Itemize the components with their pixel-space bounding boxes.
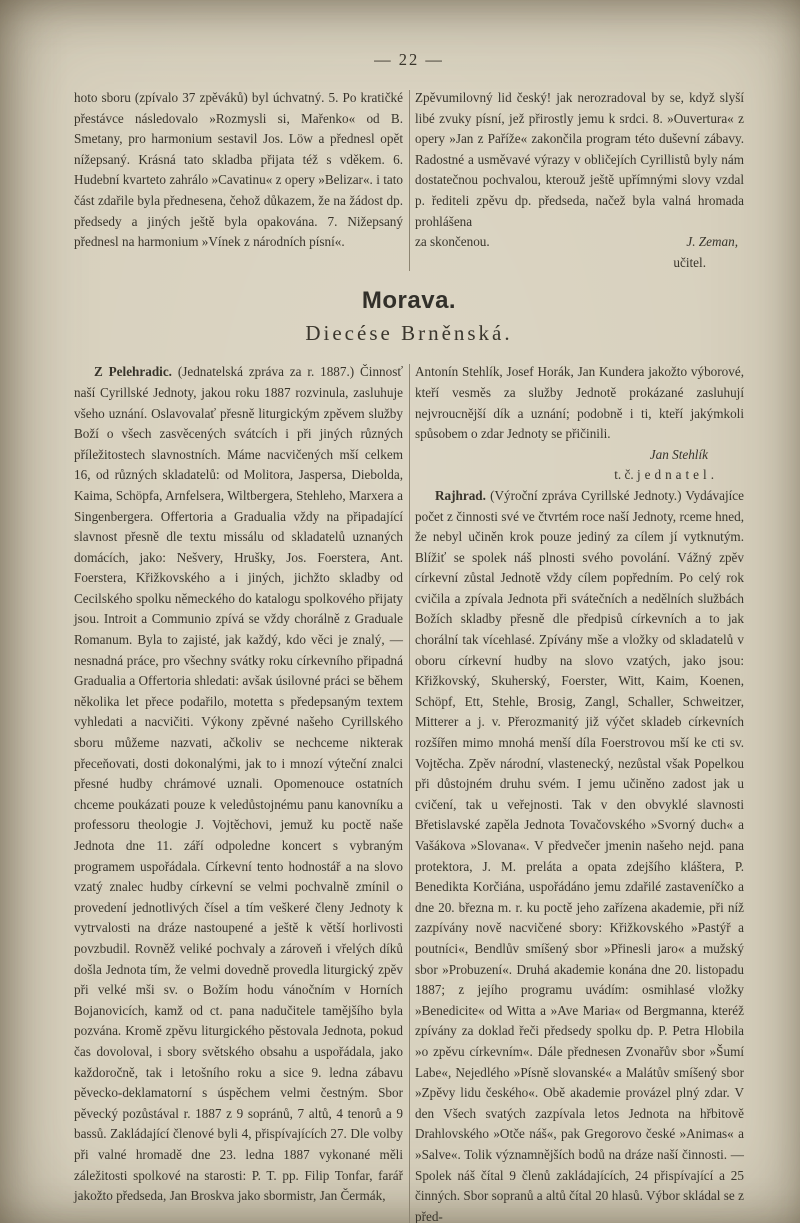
intro-section (74, 88, 744, 273)
signature-role: učitel. (673, 254, 706, 270)
report-pelehradic-title: Z Pelehradic. (94, 364, 172, 380)
report-rajhrad (415, 486, 744, 1223)
main-section (74, 362, 744, 1223)
intro-closing-line (415, 232, 744, 253)
intro-closing-text: za skončenou. (415, 234, 490, 250)
column-divider (409, 364, 410, 1223)
intro-left-column (74, 88, 403, 273)
intro-right-column (415, 88, 744, 273)
report-pelehradic-continuation: Antonín Stehlík, Josef Horák, Jan Kundera jakožto výborové, kteří vesměs za služby Jednotě prokázané zasluhují nejvroucnější dík a uznání; podobně i ti, kteří jakýmkoli spůsobem o zdar Jednoty se přičinili. (415, 364, 744, 442)
signature-role (415, 465, 744, 486)
section-subtitle: Diecése Brněnská. (305, 321, 513, 346)
report-pelehradic-text: (Jednatelská zpráva za r. 1887.) Činnosť naší Cyrillské Jednoty, jakou roku 1887 rozvinula, zasluhuje všeho uznání. Oslavovalať přesně liturgickým zpěvem služby Boží o všech zasvěcených svátcích i při jiných různých příležitostech slavnostních. Máme nacvičených mší celkem 16, od různých skladatelů: od Molitora, Jaspersa, Diebolda, Kaima, Schöpfa, Arnfelsera, Wiltbergera, Stehleho, Marxera a Singenbergera. Offertoria a Gradualia vždy na připadající slavnost přesně dle textu missálu od skladatelů uznaných domácích, jako: Nešvery, Hrušky, Jos. Foerstera, Ant. Foerstera, Křižkovského a i jiných, jichžto skladby od Cecilského spolku německého do katalogu spolkového přijaty jsou. Introit a Communio zpívá se vždy chorálně z Graduale Romanum. Byla to zajisté, jak každý, kdo věci je znalý, — nesnadná práce, pro všechny svátky roku církevního připadná Gradualia a Offertoria shledati: avšak úsilovné práci se během několika let přece podařilo, motetta s předepsaným textem vyhledati a nacvičiti. Výkony zpěvné našeho Cyrillského sboru můžeme nazvati, ačkoliv se nechceme nikterak přeceňovati, dosti dokonalými, jak to i mnozí výteční znalci přesné hudby chrámové uznali. Opomenouce ostatních chceme poukázati pouze k veledůstojnému panu kanovníku a professoru theologie J. Vojtěchovi, jemuž ku poctě naše Jednota dne 11. září odpoledne koncert s vybraným programem uspořádala. Církevní tento hodnostář a na slovo vzatý znalec hudby církevní se velmi pochvalně zmínil o provedení jednotlivých čísel a tím veškeré členy Jednoty k vytrvalosti na dráze nastoupené a ještě k větší horlivosti povzbudil. Rovněž veliké pochvaly a zároveň i vřelých díků došla Jednota tím, že velmi dovedně provedla liturgický zpěv při velké mši sv. o Božím hodu vánočním v Horních Bojanovicích, kamž od ct. pana nadučitele tamějšího byla pozvána. Kromě zpěvu liturgického pěstovala Jednota, pokud čas dovoloval, i sbory světského obsahu a uspořádala, jako každoročně, tak i letošního roku a sice 9. ledna zábavu pěvecko-deklamatorní s úspěchem velmi čestným. Sbor pěvecký pozůstával r. 1887 z 9 sopránů, 7 altů, 4 tenorů a 9 bassů. Zakládající členové byli 4, přispívajících 27. Dle volby při valné hromadě dne 23. ledna 1887 vykonané měli záležitosti spolkové na starosti: P. T. pp. Filip Tonfar, farář jakožto předseda, Jan Broskva jako sbormistr, Jan Čermák, (74, 364, 403, 1204)
column-divider (409, 90, 410, 271)
intro-right-paragraph: Zpěvumilovný lid český! jak nerozradoval by se, když slyší libé zvuky písní, jež přirostly jemu k srdci. 8. »Ouvertura« z opery »Jan z Paříže« zakončila program této duševní zábavy. Radostné a usměvavé výrazy v obličejích Cyrillistů byly nám dostatečnou pochvalou, kterouž ještě upřímnými slovy vzdal p. řediteli zpěvu dp. předseda, načež byla valná hromada prohlášena (415, 90, 744, 229)
report-rajhrad-text: (Výroční zpráva Cyrillské Jednoty.) Vydávajíce počet z činnosti své ve čtvrtém roce naší Jednoty, rceme hned, že nebyl učiněn krok pouze jediný za cílem jí vytknutým. Blížiť se spolek náš plnosti svého povolání. Vážný zpěv církevní zůstal Jednotě vždy cílem popředním. Po celý rok cvičila a zpívala Jednota při svátečních a nedělních službách Božích skladby přesně dle předpisů církevních a to jak chorální tak vícehlasé. Zpívány mše a vložky od skladatelů v oboru církevní hudby na slovo vzatých, jako jsou: Křižkovský, Skuherský, Foerster, Witt, Kaim, Koenen, Schöpf, Ett, Stehle, Brosig, Zangl, Schaller, Schweitzer, Mitterer a j. v. Přerozmanitý již výčet skladeb církevních rozšířen mimo mnohá menší díla Foerstrovou mší ke cti sv. Vojtěcha. Zpěv národní, vlastenecký, nezůstal však Popelkou při důstojném druhu svém. I jemu učiněno zadost jak u cvičení, tak u veřejnosti. Tak v den obvyklé slavnosti Břetislavské zapěla Jednota Tovačovského »Svorný duch« a Vašákova »Slovana«. V předvečer jmenin našeho nejd. pana protektora, J. M. preláta a opata zdejšího kláštera, P. Benedikta Korčiána, uspořádáno jemu zdařilé zastaveníčko a dne 20. března m. r. ku poctě jeho zařízena akademie, při níž zazpívány nově nacvičené sbory: Křižkovského »Pastýř a poutníci«, Bendlův smíšený sbor »Přinesli jaro« a mužský sbor »Probuzení«. Druhá akademie konána dne 20. listopadu 1887; z jejího programu uvádím: osmihlasé vložky »Benedicite« od Witta a »Ave Maria« od Bergmanna, kteréž zpívány za doklad řeči předsedy spolku dp. P. Petra Hlobila »o zpěvu církevním«. Dále přednesen Zvonařův sbor »Šumí Labe«, Nejedlého »Písně slovanské« a Malátův smíšený sbor »Zpěvy lidu českého«. Obě akademie provázel plný zdar. V den Všech svatých zazpívala letos Jednota na hřbitově Drahlovského »Otče náš«, pak Gregorovo české »Animas« a »Salve«. Tolik významnějších bodů na dráze naší činnosti. — Spolek náš čítal 9 členů zakládajících, 24 přispívající a 25 činných. Sbor sopranů a altů čítal 20 hlasů. Výbor skládal se z před- (415, 487, 744, 1223)
section-title: Morava. (361, 287, 457, 315)
page-number: — 22 — (374, 50, 444, 69)
signature-role-prefix: t. č. (614, 467, 634, 483)
report-rajhrad-title: Rajhrad. (435, 487, 486, 503)
signature-name: J. Zeman, (686, 234, 738, 250)
signature-name: Jan Stehlík (649, 446, 708, 462)
main-right-column (415, 362, 744, 1223)
main-left-column (74, 362, 403, 1223)
signature-role-word: jednatel. (636, 467, 718, 483)
intro-left-paragraph: hoto sboru (zpívalo 37 zpěváků) byl úchvatný. 5. Po kratičké přestávce následovalo »Rozmysli si, Mařenko« od B. Smetany, pro harmonium sestavil Jos. Löw a přednesl opět nížepsaný. Krásná tato skladba přijata též s vděkem. 6. Hudební kvarteto zahrálo »Cavatinu« z opery »Belizar«. i tato část zdařile byla přednesena, čehož důkazem, že na žádost dp. předsedy a jiných ještě byla opakována. 7. Nižepsaný přednesl na harmonium »Vínek z národních písní«. (74, 90, 403, 250)
report-pelehradic (74, 362, 403, 1206)
